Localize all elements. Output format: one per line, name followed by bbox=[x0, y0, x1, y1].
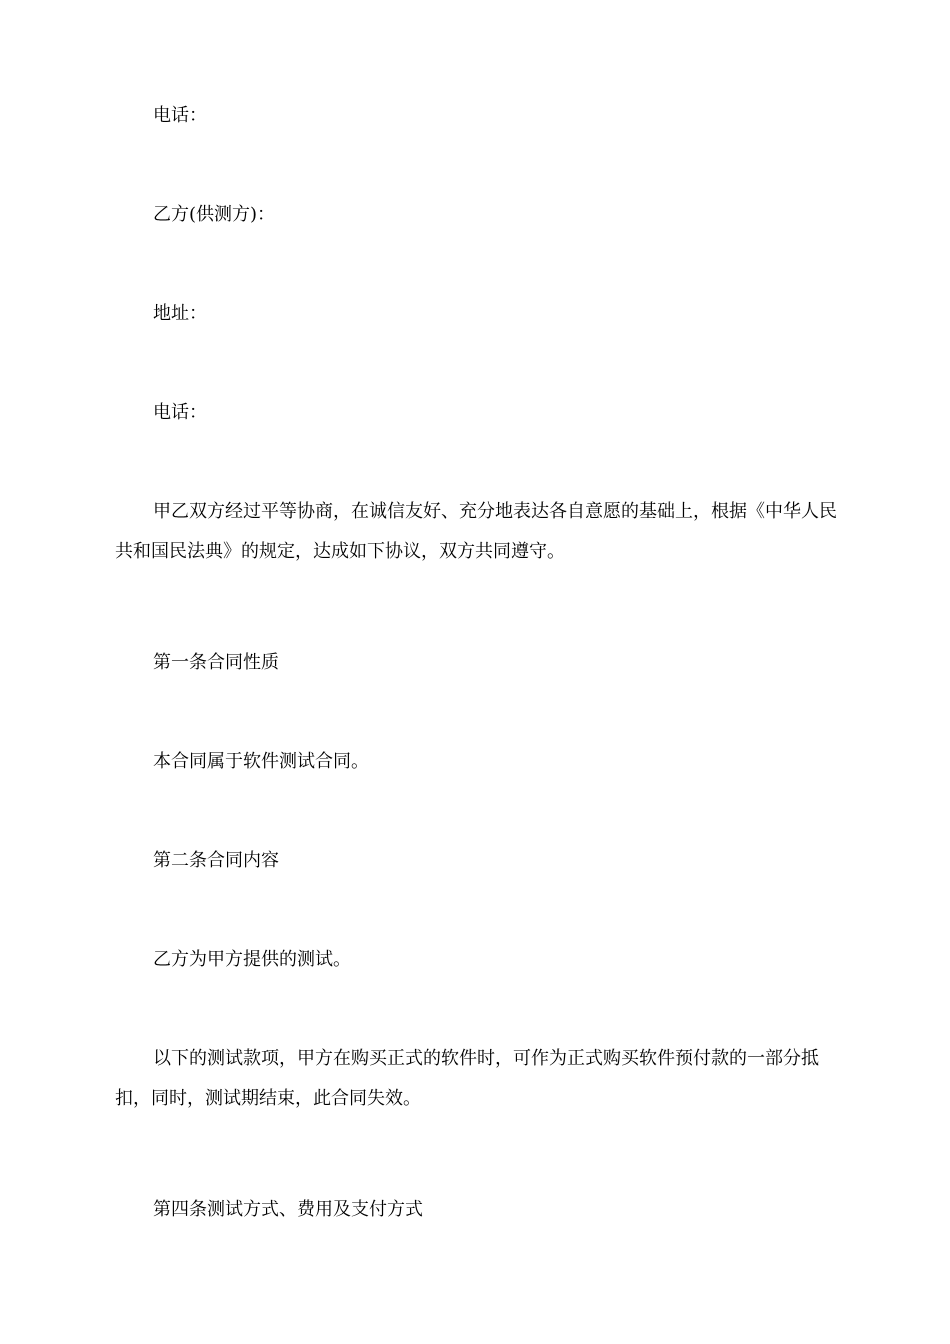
article-2-body: 乙方为甲方提供的测试。 bbox=[153, 949, 351, 970]
address-label-party-b: 地址： bbox=[153, 303, 207, 324]
phone-label-party-a: 电话： bbox=[153, 105, 207, 126]
article-1-heading: 第一条合同性质 bbox=[153, 652, 279, 673]
party-b-label: 乙方(供测方)： bbox=[153, 204, 276, 225]
article-2-heading: 第二条合同内容 bbox=[153, 850, 279, 871]
article-1-body: 本合同属于软件测试合同。 bbox=[153, 751, 369, 772]
test-payment-paragraph: 以下的测试款项，甲方在购买正式的软件时，可作为正式购买软件预付款的一部分抵扣，同时，测试期结束，此合同失效。 bbox=[115, 1048, 819, 1109]
preamble-paragraph: 甲乙双方经过平等协商，在诚信友好、充分地表达各自意愿的基础上，根据《中华人民共和国民法典》的规定，达成如下协议，双方共同遵守。 bbox=[115, 501, 837, 562]
article-4-heading: 第四条测试方式、费用及支付方式 bbox=[153, 1199, 423, 1220]
phone-label-party-b: 电话： bbox=[153, 402, 207, 423]
